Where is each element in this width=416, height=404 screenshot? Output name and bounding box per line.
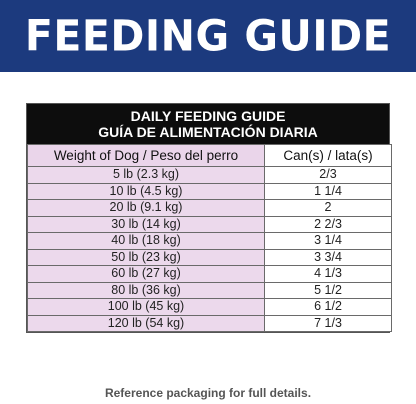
cans-cell: 2 [265, 200, 392, 217]
weight-cell: 20 lb (9.1 kg) [28, 200, 265, 217]
footer-note: Reference packaging for full details. [104, 386, 312, 400]
weight-cell: 80 lb (36 kg) [28, 282, 265, 299]
cans-cell: 2 2/3 [265, 216, 392, 233]
banner [0, 0, 416, 72]
weight-cell: 40 lb (18 kg) [28, 233, 265, 250]
guide-grid [27, 144, 392, 332]
weight-cell: 120 lb (54 kg) [28, 315, 265, 332]
table-row [28, 233, 392, 250]
cans-cell: 4 1/3 [265, 266, 392, 283]
cans-cell: 3 3/4 [265, 249, 392, 266]
cans-cell: 1 1/4 [265, 183, 392, 200]
cans-cell: 2/3 [265, 167, 392, 184]
table-row [28, 315, 392, 332]
guide-header [27, 104, 389, 144]
weight-cell: 5 lb (2.3 kg) [28, 167, 265, 184]
header-row [28, 145, 392, 167]
table-row [28, 200, 392, 217]
weight-cell: 30 lb (14 kg) [28, 216, 265, 233]
guide-title-en: DAILY FEEDING GUIDE [130, 108, 286, 124]
weight-column-header: Weight of Dog / Peso del perro [28, 145, 265, 167]
table-row [28, 167, 392, 184]
cans-cell: 3 1/4 [265, 233, 392, 250]
weight-cell: 10 lb (4.5 kg) [28, 183, 265, 200]
weight-cell: 100 lb (45 kg) [28, 299, 265, 316]
cans-cell: 5 1/2 [265, 282, 392, 299]
weight-cell: 50 lb (23 kg) [28, 249, 265, 266]
table-row [28, 282, 392, 299]
table-row [28, 183, 392, 200]
weight-cell: 60 lb (27 kg) [28, 266, 265, 283]
table-row [28, 299, 392, 316]
feeding-guide-table [26, 103, 390, 333]
cans-column-header: Can(s) / lata(s) [265, 145, 392, 167]
table-row [28, 266, 392, 283]
table-row [28, 249, 392, 266]
cans-cell: 6 1/2 [265, 299, 392, 316]
table-row [28, 216, 392, 233]
banner-title: FEEDING GUIDE [24, 10, 392, 62]
cans-cell: 7 1/3 [265, 315, 392, 332]
guide-title-es: GUÍA DE ALIMENTACIÓN DIARIA [98, 124, 318, 140]
